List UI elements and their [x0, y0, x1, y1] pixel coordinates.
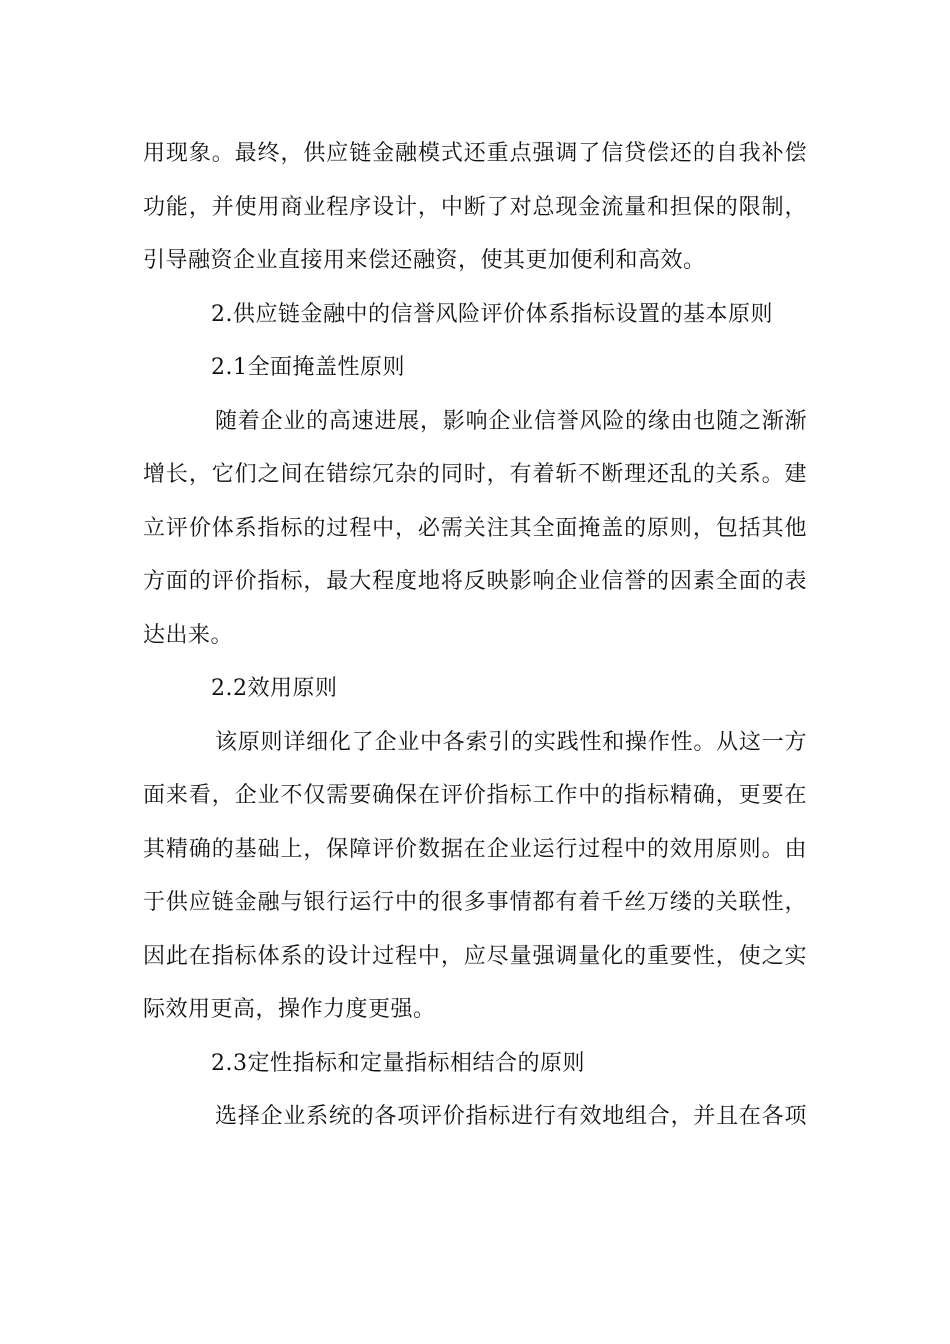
paragraph-line: 功能，并使用商业程序设计，中断了对总现金流量和担保的限制，	[143, 194, 807, 220]
paragraph-line: 引导融资企业直接用来偿还融资，使其更加便利和高效。	[143, 248, 706, 273]
paragraph-line: 面来看，企业不仅需要确保在评价指标工作中的指标精确，更要在	[143, 783, 807, 808]
subsection-heading: 2.3定性指标和定量指标相结合的原则	[211, 1050, 585, 1076]
paragraph-line: 际效用更高，操作力度更强。	[143, 997, 436, 1022]
paragraph-line: 增长，它们之间在错综冗杂的同时，有着斩不断理还乱的关系。建	[143, 462, 807, 487]
paragraph-line: 其精确的基础上，保障评价数据在企业运行过程中的效用原则。由	[143, 836, 807, 862]
paragraph-line: 于供应链金融与银行运行中的很多事情都有着千丝万缕的关联性，	[143, 890, 807, 915]
subsection-heading: 2.1全面掩盖性原则	[211, 355, 405, 380]
paragraph-line: 立评价体系指标的过程中，必需关注其全面掩盖的原则，包括其他	[143, 515, 807, 541]
section-heading: 2.供应链金融中的信誉风险评价体系指标设置的基本原则	[211, 301, 773, 327]
paragraph-line: 因此在指标体系的设计过程中，应尽量强调量化的重要性，使之实	[143, 943, 807, 969]
paragraph-line: 用现象。最终，供应链金融模式还重点强调了信贷偿还的自我补偿	[143, 141, 807, 166]
paragraph-line: 方面的评价指标，最大程度地将反映影响企业信誉的因素全面的表	[143, 569, 807, 594]
document-body	[143, 127, 807, 1144]
paragraph-line: 随着企业的高速进展，影响企业信誉风险的缘由也随之渐渐	[215, 408, 807, 434]
paragraph-line: 选择企业系统的各项评价指标进行有效地组合，并且在各项	[215, 1104, 807, 1129]
paragraph-line: 该原则详细化了企业中各索引的实践性和操作性。从这一方	[215, 729, 807, 755]
paragraph-line: 达出来。	[143, 622, 234, 648]
subsection-heading: 2.2效用原则	[211, 676, 338, 701]
